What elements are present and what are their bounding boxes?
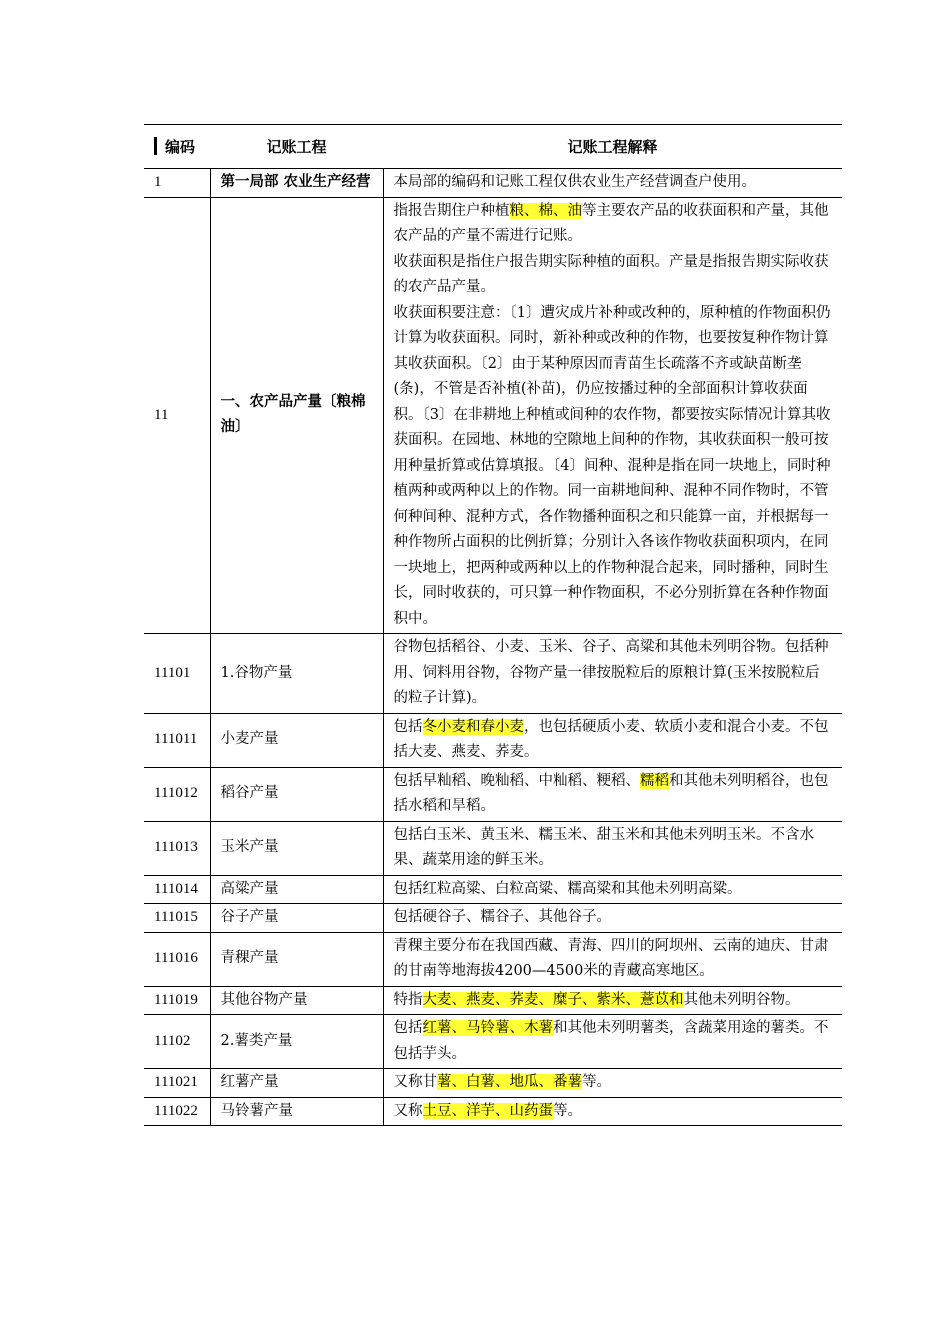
table-row xyxy=(144,767,842,821)
row-code: 1 xyxy=(144,169,210,198)
highlighted-text: 土豆、洋芋、山药蛋 xyxy=(422,1102,553,1119)
explanation-paragraph xyxy=(394,769,835,820)
row-explanation xyxy=(383,932,842,986)
text-segment: 指报告期住户种植 xyxy=(393,202,510,219)
table-header-row xyxy=(144,125,842,169)
row-code: 111021 xyxy=(144,1069,210,1098)
highlighted-text: 粮、棉、油 xyxy=(509,202,582,219)
table-row xyxy=(144,986,842,1015)
row-code: 111016 xyxy=(144,932,210,986)
row-code: 111013 xyxy=(144,821,210,875)
text-segment: 其他未列明谷物。 xyxy=(683,991,800,1008)
highlighted-text: 薯、白薯、地瓜、番薯 xyxy=(437,1074,582,1090)
explanation-paragraph xyxy=(394,170,835,196)
text-segment: 等。 xyxy=(582,1074,611,1090)
row-code: 111019 xyxy=(144,986,210,1015)
row-item: 一、农产品产量〔粮棉油〕 xyxy=(210,197,383,634)
text-segment: 和其他未列明稻谷，也包括水稻和旱稻。 xyxy=(393,772,829,814)
header-explanation: 记账工程解释 xyxy=(383,125,842,169)
row-explanation xyxy=(383,821,842,875)
text-segment: 和其他未列明薯类，含蔬菜用途的薯类。不包括芋头。 xyxy=(393,1020,829,1062)
row-explanation xyxy=(383,875,842,904)
explanation-paragraph xyxy=(394,301,835,633)
accounting-items-document xyxy=(144,124,842,1126)
row-item: 青稞产量 xyxy=(210,932,383,986)
table-row xyxy=(144,197,842,634)
text-segment: 收获面积是指住户报告期实际种植的面积。产量是指报告期实际收获的农产品产量。 xyxy=(393,253,829,295)
row-item: 1.谷物产量 xyxy=(210,634,383,714)
table-row xyxy=(144,1097,842,1126)
row-explanation xyxy=(383,904,842,933)
text-segment: 又称甘 xyxy=(393,1074,437,1090)
row-item: 第一局部 农业生产经营 xyxy=(210,169,383,198)
text-segment: 谷物包括稻谷、小麦、玉米、谷子、高粱和其他未列明谷物。包括种用、饲料用谷物，谷物产量一律按脱粒后的原粮计算(玉米按脱粒后的粒子计算)。 xyxy=(393,639,829,706)
row-explanation xyxy=(383,986,842,1015)
explanation-paragraph xyxy=(394,250,835,301)
header-item: 记账工程 xyxy=(210,125,383,169)
explanation-paragraph xyxy=(394,877,835,903)
row-code: 111011 xyxy=(144,713,210,767)
highlighted-text: 红薯、马铃薯、木薯 xyxy=(422,1020,553,1036)
row-item: 谷子产量 xyxy=(210,904,383,933)
explanation-paragraph xyxy=(394,199,835,250)
text-segment: 包括 xyxy=(393,718,423,735)
row-code: 111015 xyxy=(144,904,210,933)
row-code: 111012 xyxy=(144,767,210,821)
table-row xyxy=(144,634,842,714)
text-segment: 等主要农产品的收获面积和产量，其他农产品的产量不需进行记账。 xyxy=(393,202,829,244)
explanation-paragraph xyxy=(394,635,835,712)
row-explanation xyxy=(383,197,842,634)
row-code: 111014 xyxy=(144,875,210,904)
table-row xyxy=(144,875,842,904)
explanation-paragraph xyxy=(394,715,835,766)
explanation-paragraph xyxy=(394,988,835,1014)
row-item: 其他谷物产量 xyxy=(210,986,383,1015)
text-segment: 包括早籼稻、晚籼稻、中籼稻、粳稻、 xyxy=(393,772,640,789)
highlighted-text: 糯稻 xyxy=(640,772,669,789)
row-code: 11 xyxy=(144,197,210,634)
row-item: 红薯产量 xyxy=(210,1069,383,1098)
header-code-label: 编码 xyxy=(165,138,196,156)
row-explanation xyxy=(383,1097,842,1126)
text-segment: ，也包括硬质小麦、软质小麦和混合小麦。不包括大麦、燕麦、荞麦。 xyxy=(393,718,829,760)
row-code: 111022 xyxy=(144,1097,210,1126)
text-segment: 青稞主要分布在我国西藏、青海、四川的阿坝州、云南的迪庆、甘肃的甘南等地海拔4200—4500米的青藏高寒地区。 xyxy=(393,937,829,979)
explanation-paragraph xyxy=(394,1016,835,1067)
row-explanation xyxy=(383,1015,842,1069)
text-segment: 包括红粒高粱、白粒高粱、糯高粱和其他未列明高粱。 xyxy=(393,880,742,897)
table-row xyxy=(144,169,842,198)
text-segment: 包括硬谷子、糯谷子、其他谷子。 xyxy=(393,909,611,925)
row-item: 玉米产量 xyxy=(210,821,383,875)
text-segment: 包括白玉米、黄玉米、糯玉米、甜玉米和其他未列明玉米。不含水果、蔬菜用途的鲜玉米。 xyxy=(393,826,814,868)
row-explanation xyxy=(383,713,842,767)
table-row xyxy=(144,1069,842,1098)
table-body xyxy=(144,169,842,1126)
explanation-paragraph xyxy=(394,1070,835,1096)
header-bar-mark xyxy=(154,137,157,155)
table-row xyxy=(144,904,842,933)
highlighted-text: 大麦、燕麦、荞麦、糜子、紫米、薏苡和 xyxy=(422,991,684,1008)
explanation-paragraph xyxy=(394,905,835,931)
row-code: 11101 xyxy=(144,634,210,714)
row-item: 2.薯类产量 xyxy=(210,1015,383,1069)
text-segment: 包括 xyxy=(393,1020,423,1036)
table-row xyxy=(144,713,842,767)
explanation-paragraph xyxy=(394,934,835,985)
text-segment: 等。 xyxy=(553,1102,582,1119)
row-item: 马铃薯产量 xyxy=(210,1097,383,1126)
explanation-paragraph xyxy=(394,823,835,874)
explanation-paragraph xyxy=(394,1099,835,1125)
text-segment: 特指 xyxy=(393,991,423,1008)
row-explanation xyxy=(383,1069,842,1098)
table-row xyxy=(144,932,842,986)
table-row xyxy=(144,821,842,875)
accounting-items-table xyxy=(144,124,842,1126)
table-row xyxy=(144,1015,842,1069)
header-code xyxy=(144,125,210,169)
row-code: 11102 xyxy=(144,1015,210,1069)
row-item: 小麦产量 xyxy=(210,713,383,767)
row-explanation xyxy=(383,169,842,198)
highlighted-text: 冬小麦和春小麦 xyxy=(422,718,524,735)
row-item: 稻谷产量 xyxy=(210,767,383,821)
text-segment: 收获面积要注意：〔1〕遭灾成片补种或改种的，原种植的作物面积仍计算为收获面积。同时，新补种或改种的作物，也要按复种作物计算其收获面积。〔2〕由于某种原因而青苗生长疏落不齐或缺苗断垄(条)，不管是否补植(补苗)，仍应按播过种的全部面积计算收获面积。〔3〕在非耕地上种植或间种的农作物，都要按实际情况计算其收获面积。在园地、林地的空隙地上间种的作物，其收获面积一般可按用种量折算或估算填报。〔4〕间种、混种是指在同一块地上，同时种植两种或两种以上的作物。同一亩耕地间种、混种不同作物时，不管何种间种、混种方式，各作物播种面积之和只能算一亩，并根据每一种作物所占面积的比例折算；分别计入各该作物收获面积项内，在同一块地上，把两种或两种以上的作物种混合起来，同时播种，同时生长，同时收获的，可只算一种作物面积，不必分别折算在各种作物面积中。 xyxy=(393,304,831,627)
row-item: 高粱产量 xyxy=(210,875,383,904)
text-segment: 又称 xyxy=(393,1102,423,1119)
text-segment: 本局部的编码和记账工程仅供农业生产经营调查户使用。 xyxy=(393,174,756,190)
row-explanation xyxy=(383,634,842,714)
row-explanation xyxy=(383,767,842,821)
